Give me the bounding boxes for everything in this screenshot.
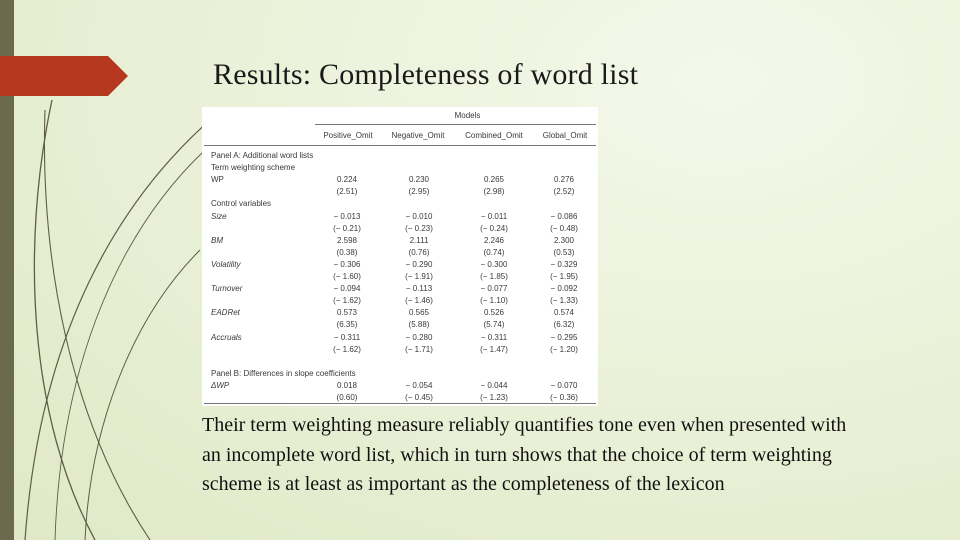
table-cell: − 0.300: [480, 259, 508, 269]
table-cell: (5.88): [408, 320, 430, 330]
table-cell: (− 0.24): [480, 223, 508, 233]
table-cell: − 0.010: [405, 211, 433, 221]
table-cell: (2.52): [553, 187, 575, 197]
column-header: Global_Omit: [542, 131, 588, 140]
table-row: [202, 357, 598, 368]
table-cell: 0.265: [483, 175, 505, 185]
table-cell: − 0.290: [405, 259, 433, 269]
table-rule: [315, 124, 596, 125]
table-cell: (− 0.48): [550, 223, 578, 233]
table-cell: (2.95): [408, 187, 430, 197]
table-row: [202, 163, 598, 174]
table-row: [202, 260, 598, 271]
table-cell: (− 1.62): [333, 344, 361, 354]
slide-title: Results: Completeness of word list: [213, 58, 639, 91]
row-label: BM: [211, 235, 223, 245]
table-row: [202, 296, 598, 307]
row-label: Panel A: Additional word lists: [211, 151, 314, 160]
table-cell: (− 1.85): [480, 272, 508, 281]
row-label: Term weighting scheme: [211, 163, 296, 173]
table-cell: 0.526: [483, 308, 505, 318]
table-cell: − 0.295: [550, 332, 578, 342]
table-row: [202, 272, 598, 283]
table-cell: 0.230: [408, 175, 430, 185]
table-cell: 0.573: [336, 308, 358, 318]
table-cell: 0.224: [336, 175, 358, 185]
table-row: [202, 224, 598, 235]
table-cell: (6.35): [336, 320, 358, 330]
table-row: [202, 320, 598, 331]
row-label: Turnover: [211, 284, 243, 294]
row-label: Panel B: Differences in slope coefficients: [211, 368, 356, 378]
table-cell: − 0.092: [550, 284, 578, 294]
column-header: Combined_Omit: [465, 131, 523, 140]
table-cell: − 0.329: [550, 259, 578, 269]
table-cell: (− 0.36): [550, 393, 578, 402]
table-cell: 2.300: [553, 235, 575, 245]
table-cell: (− 1.46): [405, 296, 433, 306]
table-models-header: Models: [454, 111, 481, 120]
table-row: [202, 236, 598, 247]
table-cell: (− 1.62): [333, 296, 361, 306]
row-label: WP: [211, 175, 224, 185]
table-cell: − 0.311: [333, 332, 361, 342]
table-cell: 0.276: [553, 175, 575, 185]
table-row: [202, 187, 598, 198]
table-cell: (− 1.20): [550, 344, 578, 354]
table-cell: − 0.094: [333, 284, 361, 294]
regression-table: [202, 107, 598, 406]
table-cell: − 0.070: [550, 380, 578, 390]
table-cell: (− 1.95): [550, 272, 578, 281]
table-cell: 2.598: [336, 235, 358, 245]
table-row: [202, 284, 598, 295]
table-row: [202, 345, 598, 356]
row-label: Volatility: [211, 259, 241, 269]
table-rule: [204, 403, 596, 404]
table-cell: 2.246: [483, 235, 505, 245]
table-cell: − 0.086: [550, 211, 578, 221]
table-cell: − 0.311: [480, 332, 508, 342]
row-label: EADRet: [211, 308, 240, 318]
table-cell: 2.111: [409, 235, 429, 245]
table-cell: (5.74): [483, 320, 505, 330]
table-cell: (− 0.21): [333, 223, 361, 233]
table-row: [202, 175, 598, 186]
row-label: Control variables: [211, 199, 272, 209]
table-cell: − 0.011: [480, 211, 508, 221]
table-cell: − 0.280: [405, 332, 433, 342]
table-cell: (6.32): [553, 320, 575, 330]
table-cell: − 0.077: [480, 284, 508, 294]
table-cell: (− 1.47): [480, 344, 508, 354]
table-cell: (2.51): [336, 187, 358, 197]
table-cell: 0.565: [408, 308, 430, 318]
row-label: Accruals: [211, 332, 242, 342]
table-cell: (− 1.60): [333, 272, 361, 281]
table-rule: [204, 145, 596, 146]
row-label: ΔWP: [211, 380, 230, 390]
table-cell: (0.76): [408, 247, 430, 257]
table-cell: − 0.044: [480, 380, 508, 390]
table-row: [202, 308, 598, 319]
column-header: Negative_Omit: [391, 131, 445, 140]
column-header: Positive_Omit: [323, 131, 373, 140]
table-row: [202, 151, 598, 162]
table-row: [202, 369, 598, 380]
table-row: [202, 248, 598, 259]
table-cell: (− 1.71): [405, 344, 433, 354]
table-cell: 0.574: [553, 308, 575, 318]
table-cell: (− 1.10): [480, 296, 508, 306]
table-cell: (− 1.23): [480, 393, 508, 402]
table-cell: (0.38): [336, 247, 358, 257]
table-cell: (− 1.33): [550, 296, 578, 306]
table-cell: − 0.306: [333, 259, 361, 269]
table-row: [202, 381, 598, 392]
table-cell: (− 0.23): [405, 223, 433, 233]
table-cell: − 0.113: [405, 284, 433, 294]
slide-body-text: Their term weighting measure reliably quantifies tone even when presented with an incomplete word list, which in turn shows that the choice of term weighting scheme is at least as important as the completeness of the lexicon: [202, 414, 847, 495]
table-row: [202, 199, 598, 210]
table-cell: − 0.013: [333, 211, 361, 221]
table-cell: (− 0.45): [405, 393, 433, 402]
table-row: [202, 333, 598, 344]
table-cell: (0.60): [336, 393, 358, 402]
table-cell: (− 1.91): [405, 272, 433, 281]
table-cell: (0.74): [483, 247, 505, 257]
table-cell: (2.98): [483, 187, 505, 197]
table-cell: − 0.054: [405, 380, 433, 390]
row-label: Size: [211, 211, 227, 221]
table-cell: 0.018: [336, 380, 358, 390]
table-row: [202, 212, 598, 223]
table-cell: (0.53): [553, 247, 575, 257]
title-arrow-icon: [0, 56, 128, 96]
